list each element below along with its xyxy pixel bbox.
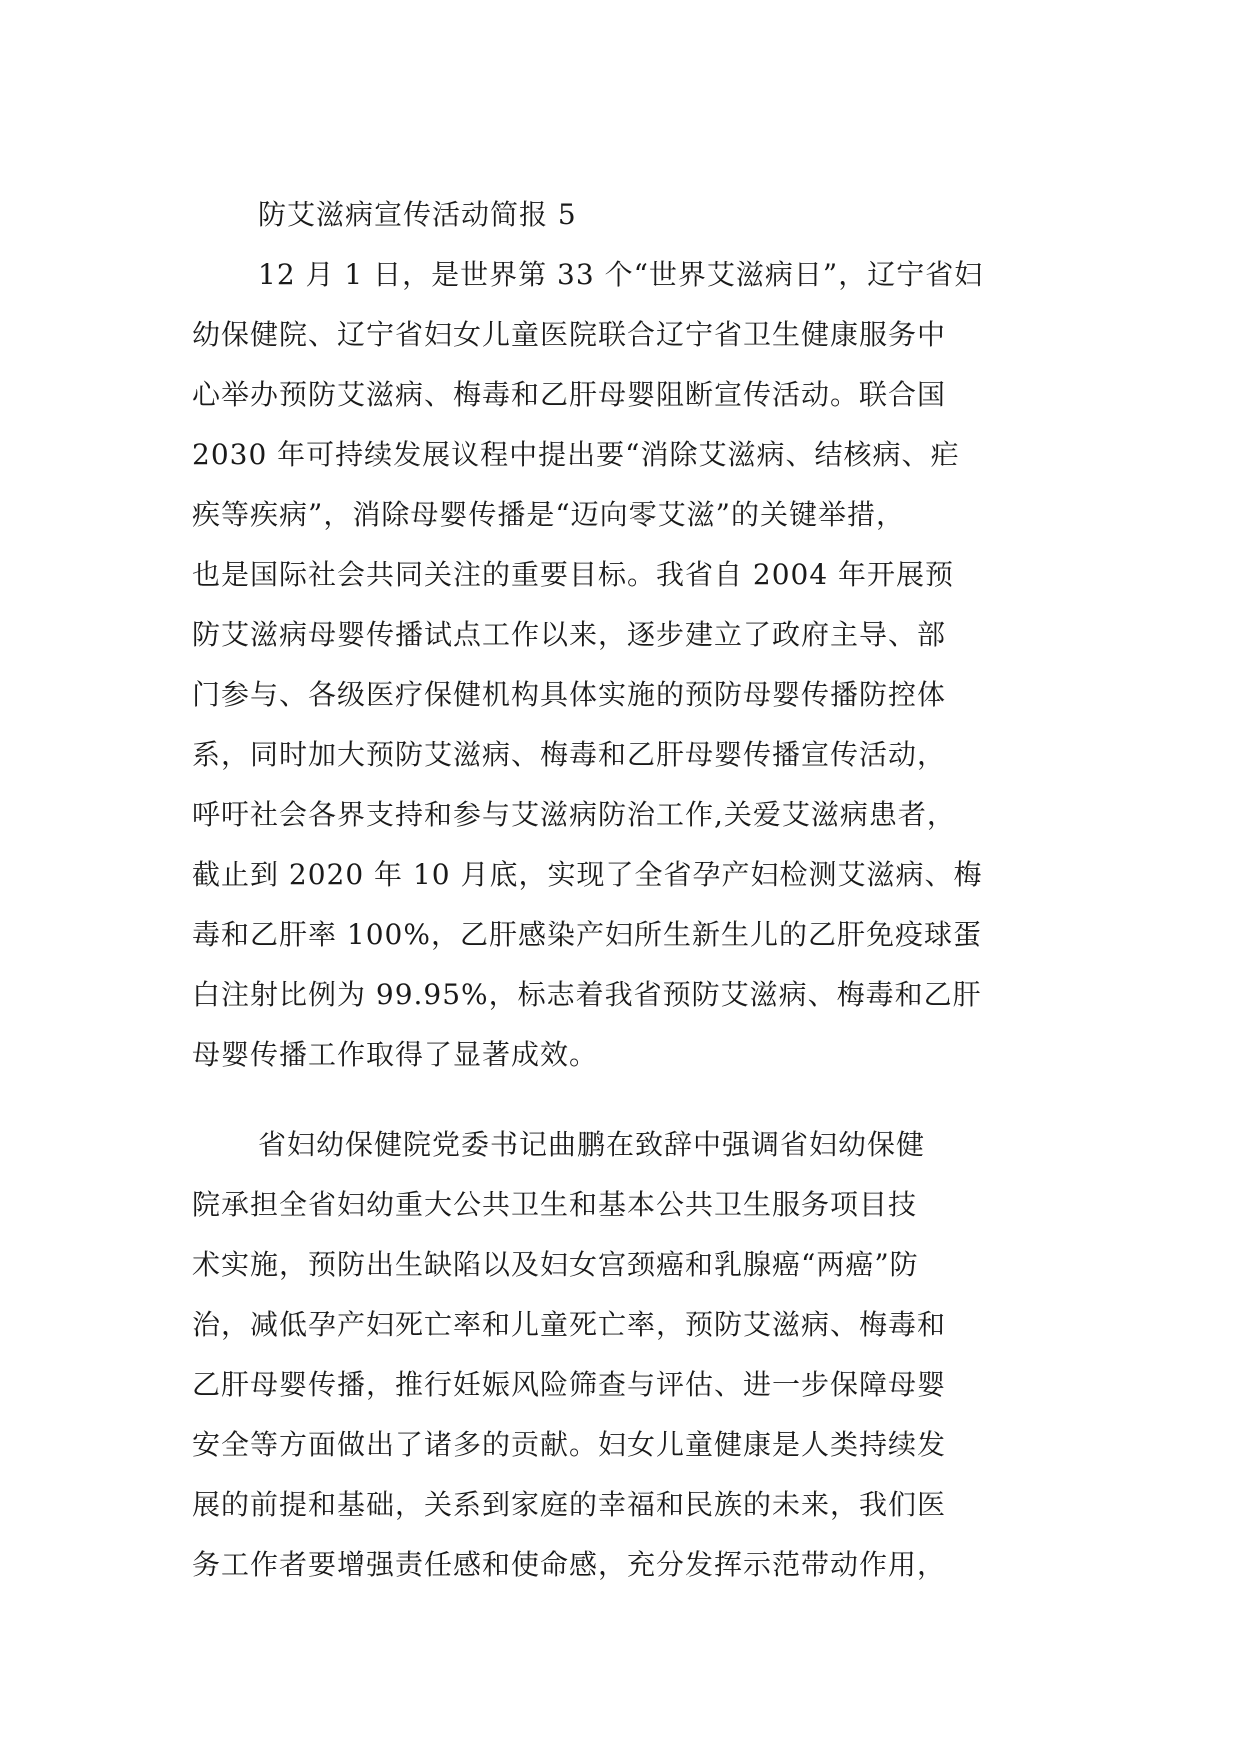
document-title: 防艾滋病宣传活动简报 5: [258, 198, 577, 231]
paragraph1-line-11: 截止到 2020 年 10 月底，实现了全省孕产妇检测艾滋病、梅: [192, 858, 983, 891]
paragraph1-line-12: 毒和乙肝率 100%，乙肝感染产妇所生新生儿的乙肝免疫球蛋: [192, 918, 982, 951]
paragraph2-line-1: 省妇幼保健院党委书记曲鹏在致辞中强调省妇幼保健: [258, 1128, 926, 1161]
paragraph2-line-8: 务工作者要增强责任感和使命感，充分发挥示范带动作用，: [192, 1548, 947, 1581]
paragraph2-line-5: 乙肝母婴传播，推行妊娠风险筛查与评估、进一步保障母婴: [192, 1368, 947, 1401]
paragraph1-line-9: 系，同时加大预防艾滋病、梅毒和乙肝母婴传播宣传活动，: [192, 738, 947, 771]
paragraph1-line-1: 12 月 1 日，是世界第 33 个“世界艾滋病日”，辽宁省妇: [258, 258, 984, 291]
paragraph2-line-6: 安全等方面做出了诸多的贡献。妇女儿童健康是人类持续发: [192, 1428, 947, 1461]
paragraph2-line-3: 术实施，预防出生缺陷以及妇女宫颈癌和乳腺癌“两癌”防: [192, 1248, 919, 1281]
paragraph1-line-2: 幼保健院、辽宁省妇女儿童医院联合辽宁省卫生健康服务中: [192, 318, 947, 351]
paragraph1-line-10: 呼吁社会各界支持和参与艾滋病防治工作,关爱艾滋病患者，: [192, 798, 956, 831]
paragraph2-line-2: 院承担全省妇幼重大公共卫生和基本公共卫生服务项目技: [192, 1188, 918, 1221]
paragraph1-line-6: 也是国际社会共同关注的重要目标。我省自 2004 年开展预: [192, 558, 955, 591]
paragraph2-line-7: 展的前提和基础，关系到家庭的幸福和民族的未来，我们医: [192, 1488, 947, 1521]
paragraph1-line-3: 心举办预防艾滋病、梅毒和乙肝母婴阻断宣传活动。联合国: [192, 378, 947, 411]
paragraph1-line-4: 2030 年可持续发展议程中提出要“消除艾滋病、结核病、疟: [192, 438, 960, 471]
paragraph1-line-5: 疾等疾病”，消除母婴传播是“迈向零艾滋”的关键举措，: [192, 498, 905, 531]
paragraph2-line-4: 治，减低孕产妇死亡率和儿童死亡率，预防艾滋病、梅毒和: [192, 1308, 947, 1341]
paragraph1-line-14: 母婴传播工作取得了显著成效。: [192, 1038, 599, 1071]
paragraph1-line-13: 白注射比例为 99.95%，标志着我省预防艾滋病、梅毒和乙肝: [192, 978, 982, 1011]
paragraph1-line-8: 门参与、各级医疗保健机构具体实施的预防母婴传播防控体: [192, 678, 947, 711]
paragraph1-line-7: 防艾滋病母婴传播试点工作以来，逐步建立了政府主导、部: [192, 618, 947, 651]
